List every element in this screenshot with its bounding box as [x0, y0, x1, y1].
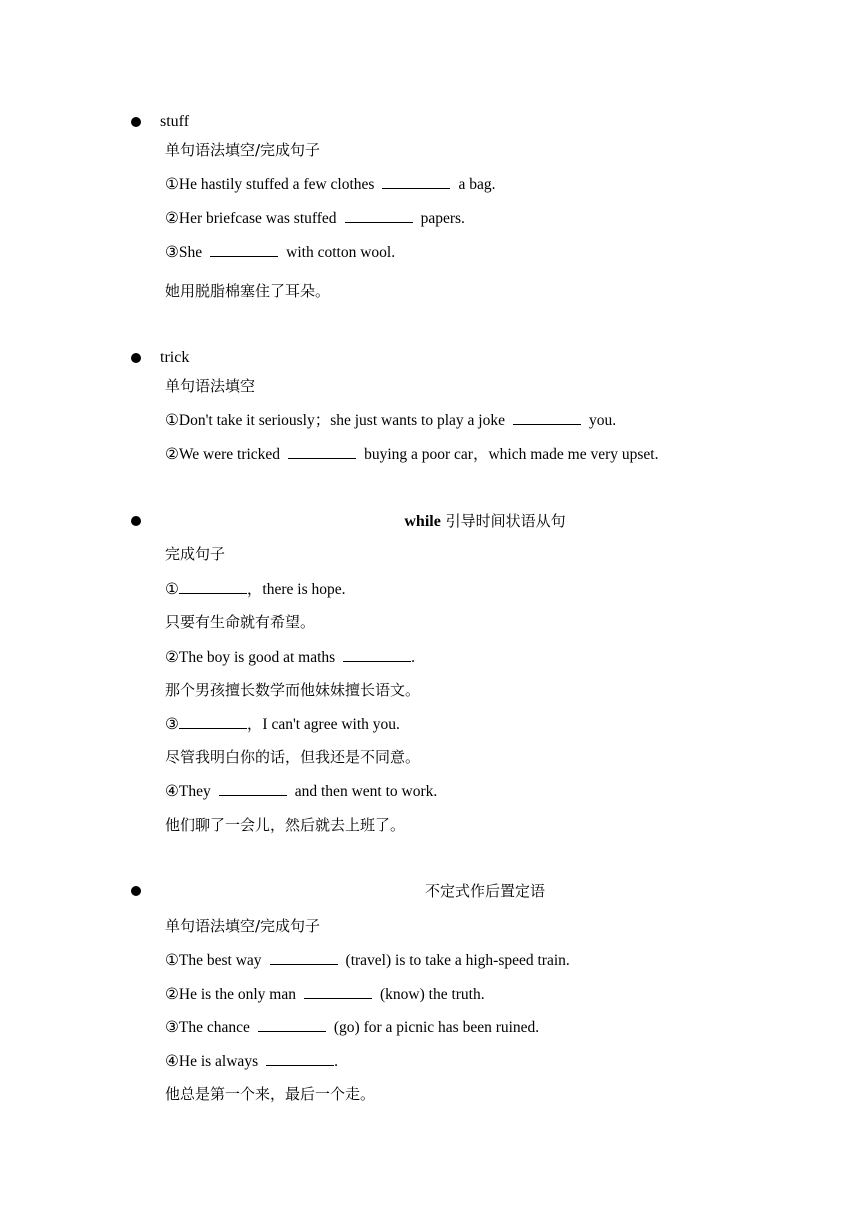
question-item: ③The chance (go) for a picnic has been ruined. — [165, 1019, 540, 1036]
answer-blank[interactable] — [258, 1017, 326, 1032]
bullet-icon — [131, 117, 141, 127]
chinese-translation: 尽管我明白你的话，但我还是不同意。 — [165, 748, 421, 766]
chinese-translation: 那个男孩擅长数学而他妹妹擅长语文。 — [165, 681, 421, 699]
question-item: ①He hastily stuffed a few clothes a bag. — [165, 176, 496, 193]
answer-blank[interactable] — [179, 714, 247, 729]
answer-blank[interactable] — [304, 984, 372, 999]
section-instruction: 单句语法填空/完成句子 — [165, 141, 321, 159]
answer-blank[interactable] — [179, 579, 247, 594]
bullet-icon — [131, 886, 141, 896]
section-heading-stuff: stuff — [160, 113, 190, 130]
answer-blank[interactable] — [345, 208, 413, 223]
question-item: ④He is always . — [165, 1053, 338, 1070]
question-item: ④They and then went to work. — [165, 783, 438, 800]
question-item: ②He is the only man (know) the truth. — [165, 986, 485, 1003]
question-item: ③ ，I can't agree with you. — [165, 716, 400, 733]
answer-blank[interactable] — [288, 444, 356, 459]
question-item: ③She with cotton wool. — [165, 244, 396, 261]
chinese-translation: 他总是第一个来，最后一个走。 — [165, 1085, 376, 1103]
bullet-icon — [131, 353, 141, 363]
answer-blank[interactable] — [343, 647, 411, 662]
question-item: ① ，there is hope. — [165, 581, 346, 598]
section-heading-infinitive: 不定式作后置定语 — [424, 882, 545, 900]
answer-blank[interactable] — [270, 950, 338, 965]
answer-blank[interactable] — [513, 410, 581, 425]
section-instruction: 单句语法填空/完成句子 — [165, 917, 321, 935]
question-item: ①Don't take it seriously；she just wants to play a joke you. — [165, 412, 617, 429]
question-item: ②We were tricked buying a poor car，which made me very upset. — [165, 446, 659, 463]
answer-blank[interactable] — [266, 1051, 334, 1066]
section-heading-while: while 引导时间状语从句 — [404, 512, 566, 530]
bullet-icon — [131, 516, 141, 526]
question-item: ②Her briefcase was stuffed papers. — [165, 210, 465, 227]
question-item: ②The boy is good at maths . — [165, 649, 416, 666]
answer-blank[interactable] — [219, 781, 287, 796]
section-heading-trick: trick — [160, 349, 190, 366]
answer-blank[interactable] — [382, 174, 450, 189]
chinese-translation: 他们聊了一会儿，然后就去上班了。 — [165, 816, 406, 834]
answer-blank[interactable] — [210, 242, 278, 257]
section-instruction: 单句语法填空 — [165, 377, 256, 395]
section-instruction: 完成句子 — [165, 545, 226, 563]
chinese-translation: 只要有生命就有希望。 — [165, 613, 316, 631]
chinese-translation: 她用脱脂棉塞住了耳朵。 — [165, 282, 331, 300]
question-item: ①The best way (travel) is to take a high-speed train. — [165, 952, 570, 969]
